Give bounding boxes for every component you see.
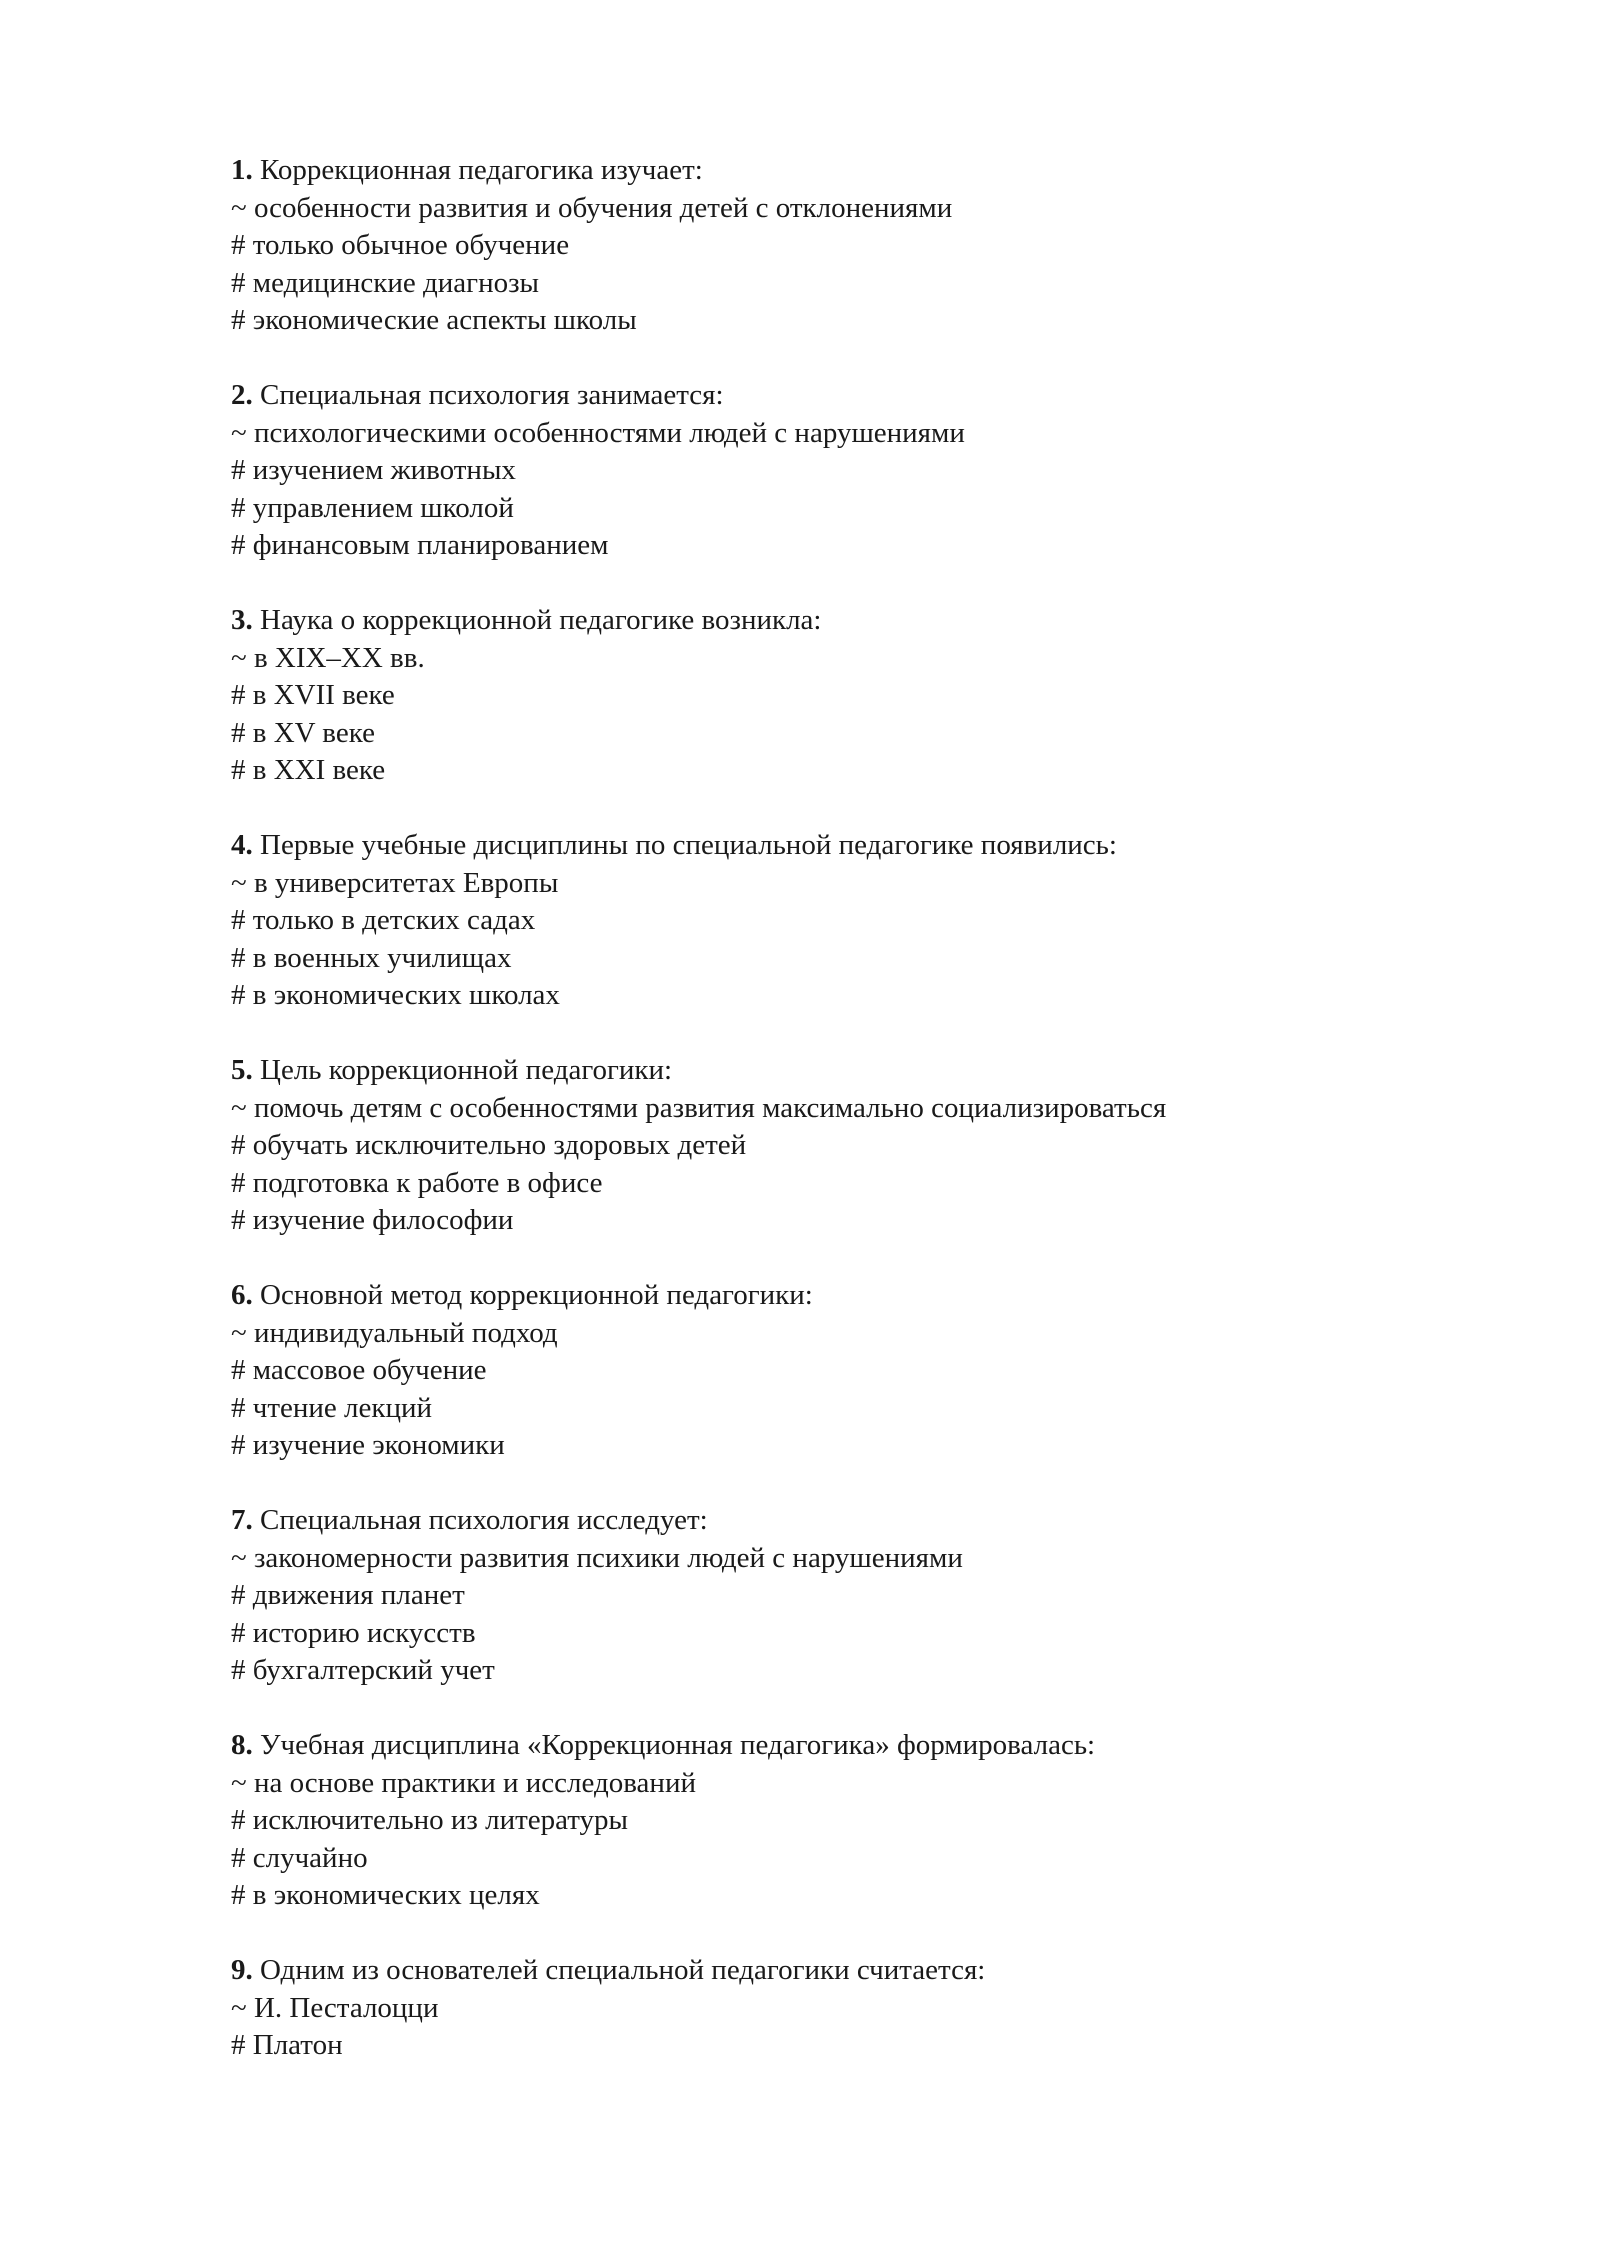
answer-option: ~ индивидуальный подход [231, 1316, 558, 1349]
answer-option: # историю искусств [231, 1616, 476, 1649]
answer-option: # финансовым планированием [231, 529, 609, 561]
question-text: Наука о коррекционной педагогике возникла: [260, 604, 822, 636]
question-line [231, 827, 1431, 865]
answer-option: # изучением животных [231, 454, 516, 486]
question-line [231, 377, 1431, 415]
answer-option: ~ на основе практики и исследований [231, 1766, 696, 1799]
question-number: 2. [231, 379, 253, 411]
answer-option: # чтение лекций [231, 1391, 433, 1424]
question-2 [231, 377, 1431, 565]
answer-option: # исключительно из литературы [231, 1804, 629, 1836]
answer-option: # в XVII веке [231, 679, 395, 711]
answer-option: # бухгалтерский учет [231, 1654, 495, 1686]
question-line [231, 152, 1431, 190]
answer-option: ~ в университетах Европы [231, 866, 559, 899]
question-text: Одним из основателей специальной педагогики считается: [260, 1954, 986, 1986]
answer-option: # в XXI веке [231, 754, 386, 786]
answer-option: # изучение философии [231, 1204, 514, 1236]
answer-option: # в экономических целях [231, 1879, 540, 1911]
answer-option: # массовое обучение [231, 1354, 487, 1386]
question-number: 8. [231, 1729, 253, 1761]
question-text: Специальная психология занимается: [260, 379, 724, 411]
answer-option: ~ в XIX–XX вв. [231, 641, 425, 674]
answer-option: ~ И. Песталоцци [231, 1991, 439, 2024]
answer-option: # Платон [231, 2029, 343, 2061]
answer-option: # экономические аспекты школы [231, 304, 637, 336]
answer-option: ~ помочь детям с особенностями развития максимально социализироваться [231, 1091, 1167, 1124]
question-1 [231, 152, 1431, 340]
answer-option: # управлением школой [231, 491, 514, 524]
answer-option: # в экономических школах [231, 979, 560, 1011]
question-6 [231, 1277, 1431, 1465]
question-number: 6. [231, 1279, 253, 1311]
question-8 [231, 1727, 1431, 1915]
question-line [231, 1052, 1431, 1090]
question-text: Первые учебные дисциплины по специальной педагогике появились: [260, 829, 1117, 861]
question-line [231, 1952, 1431, 1990]
answer-option: # только в детских садах [231, 904, 536, 936]
question-7 [231, 1502, 1431, 1690]
question-number: 7. [231, 1504, 253, 1536]
question-9 [231, 1952, 1431, 2065]
question-line [231, 1277, 1431, 1315]
question-line [231, 1502, 1431, 1540]
answer-option: ~ особенности развития и обучения детей с отклонениями [231, 191, 953, 224]
answer-option: ~ психологическими особенностями людей с нарушениями [231, 416, 965, 449]
document-page [231, 152, 1431, 2102]
answer-option: # подготовка к работе в офисе [231, 1166, 603, 1199]
question-4 [231, 827, 1431, 1015]
question-line [231, 1727, 1431, 1765]
question-number: 5. [231, 1054, 253, 1086]
question-line [231, 602, 1431, 640]
question-number: 1. [231, 154, 253, 186]
answer-option: # изучение экономики [231, 1429, 505, 1461]
question-3 [231, 602, 1431, 790]
answer-option: # обучать исключительно здоровых детей [231, 1129, 747, 1161]
answer-option: # случайно [231, 1841, 368, 1874]
question-text: Коррекционная педагогика изучает: [260, 154, 703, 186]
answer-option: # в XV веке [231, 716, 375, 749]
answer-option: # в военных училищах [231, 941, 512, 974]
question-text: Специальная психология исследует: [260, 1504, 708, 1536]
question-text: Учебная дисциплина «Коррекционная педагогика» формировалась: [260, 1729, 1096, 1761]
question-5 [231, 1052, 1431, 1240]
question-number: 3. [231, 604, 253, 636]
answer-option: # только обычное обучение [231, 229, 570, 261]
answer-option: # движения планет [231, 1579, 465, 1611]
question-number: 9. [231, 1954, 253, 1986]
question-text: Цель коррекционной педагогики: [260, 1054, 673, 1086]
answer-option: ~ закономерности развития психики людей с нарушениями [231, 1541, 963, 1574]
question-number: 4. [231, 829, 253, 861]
answer-option: # медицинские диагнозы [231, 266, 540, 299]
question-text: Основной метод коррекционной педагогики: [260, 1279, 813, 1311]
